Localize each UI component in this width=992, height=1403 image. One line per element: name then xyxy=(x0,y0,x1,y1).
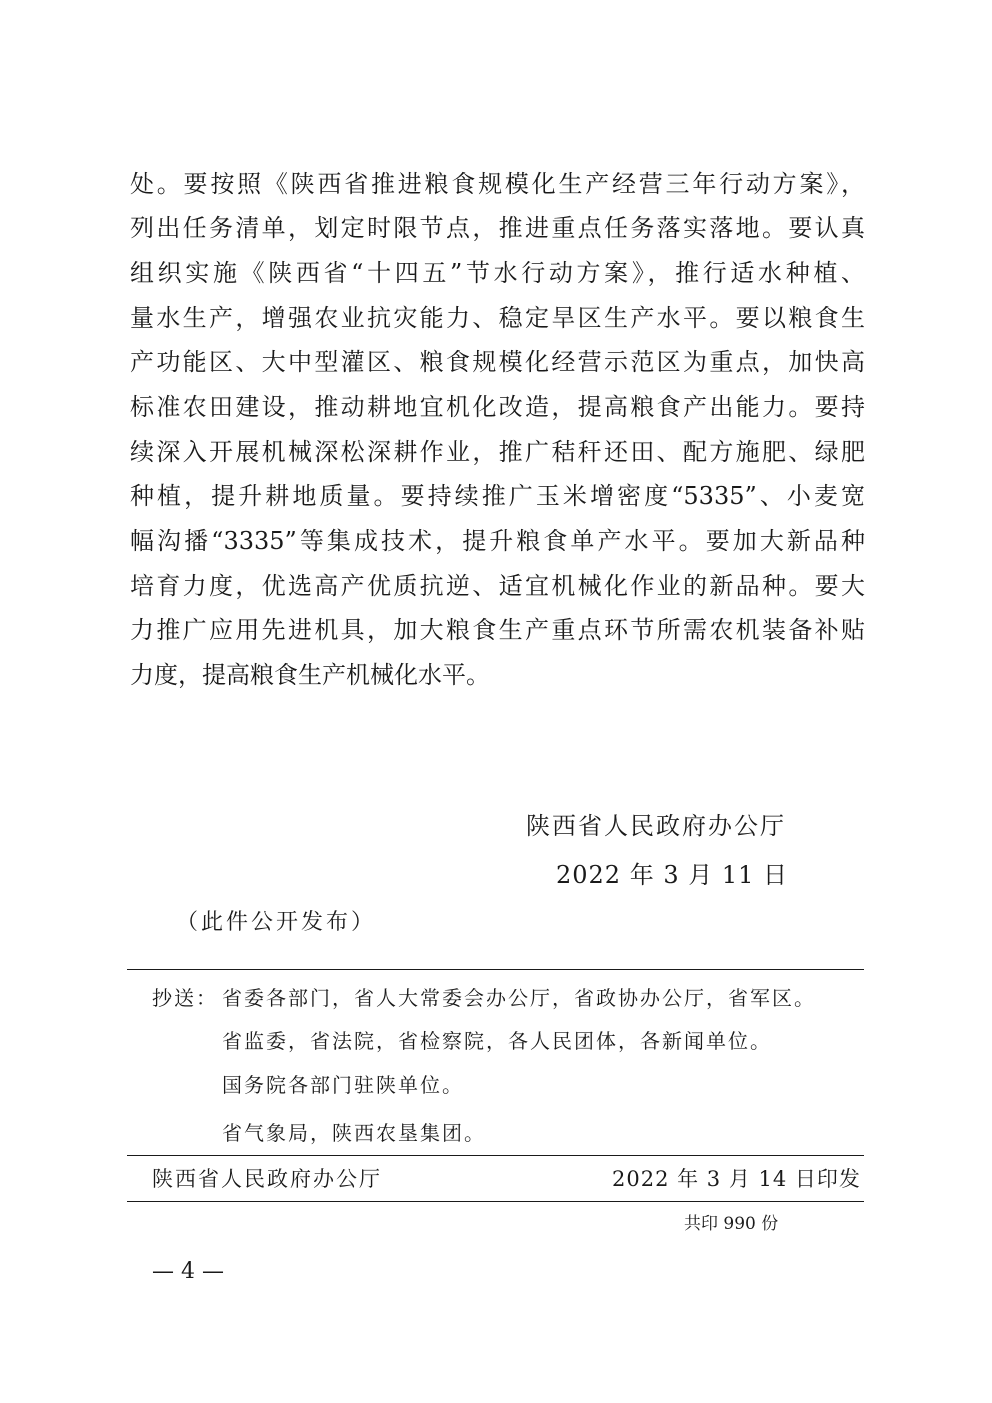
body-line-2: 列出任务清单，划定时限节点，推进重点任务落实落地。要认真 xyxy=(130,214,865,242)
body-line-3: 组织实施《陕西省“十四五”节水行动方案》，推行适水种植、 xyxy=(130,259,865,287)
signature-issuer: 陕西省人民政府办公厅 xyxy=(526,812,786,840)
body-line-4: 量水生产，增强农业抗灾能力、稳定旱区生产水平。要以粮食生 xyxy=(130,304,865,332)
page-number: — 4 — xyxy=(152,1259,224,1284)
body-line-10: 培育力度，优选高产优质抗逆、适宜机械化作业的新品种。要大 xyxy=(130,572,865,600)
body-line-5: 产功能区、大中型灌区、粮食规模化经营示范区为重点，加快高 xyxy=(130,348,865,376)
footer-print-date: 2022 年 3 月 14 日印发 xyxy=(612,1167,861,1191)
body-line-7: 续深入开展机械深松深耕作业，推广秸秆还田、配方施肥、绿肥 xyxy=(130,438,865,466)
body-line-6: 标准农田建设，推动耕地宜机化改造，提高粮食产出能力。要持 xyxy=(130,393,865,421)
cc-label: 抄送： xyxy=(152,986,218,1010)
cc-line-3: 国务院各部门驻陕单位。 xyxy=(222,1073,464,1097)
body-line-12: 力度，提高粮食生产机械化水平。 xyxy=(130,661,490,689)
footer-issuer: 陕西省人民政府办公厅 xyxy=(152,1167,382,1191)
publication-note: （此件公开发布） xyxy=(176,910,377,935)
body-line-1: 处。要按照《陕西省推进粮食规模化生产经营三年行动方案》， xyxy=(130,170,865,198)
print-copies: 共印 990 份 xyxy=(684,1214,779,1234)
cc-top-rule xyxy=(127,969,864,970)
cc-line-4: 省气象局，陕西农垦集团。 xyxy=(222,1121,486,1145)
body-line-11: 力推广应用先进机具，加大粮食生产重点环节所需农机装备补贴 xyxy=(130,616,865,644)
body-line-8: 种植，提升耕地质量。要持续推广玉米增密度“5335”、小麦宽 xyxy=(130,482,865,510)
cc-line-2: 省监委，省法院，省检察院，各人民团体，各新闻单位。 xyxy=(222,1029,772,1053)
cc-line-1: 省委各部门，省人大常委会办公厅，省政协办公厅，省军区。 xyxy=(222,986,816,1010)
footer-top-rule xyxy=(127,1155,864,1156)
footer-bottom-rule xyxy=(127,1201,864,1202)
signature-date: 2022 年 3 月 11 日 xyxy=(556,861,789,889)
body-line-9: 幅沟播“3335”等集成技术，提升粮食单产水平。要加大新品种 xyxy=(130,527,865,555)
